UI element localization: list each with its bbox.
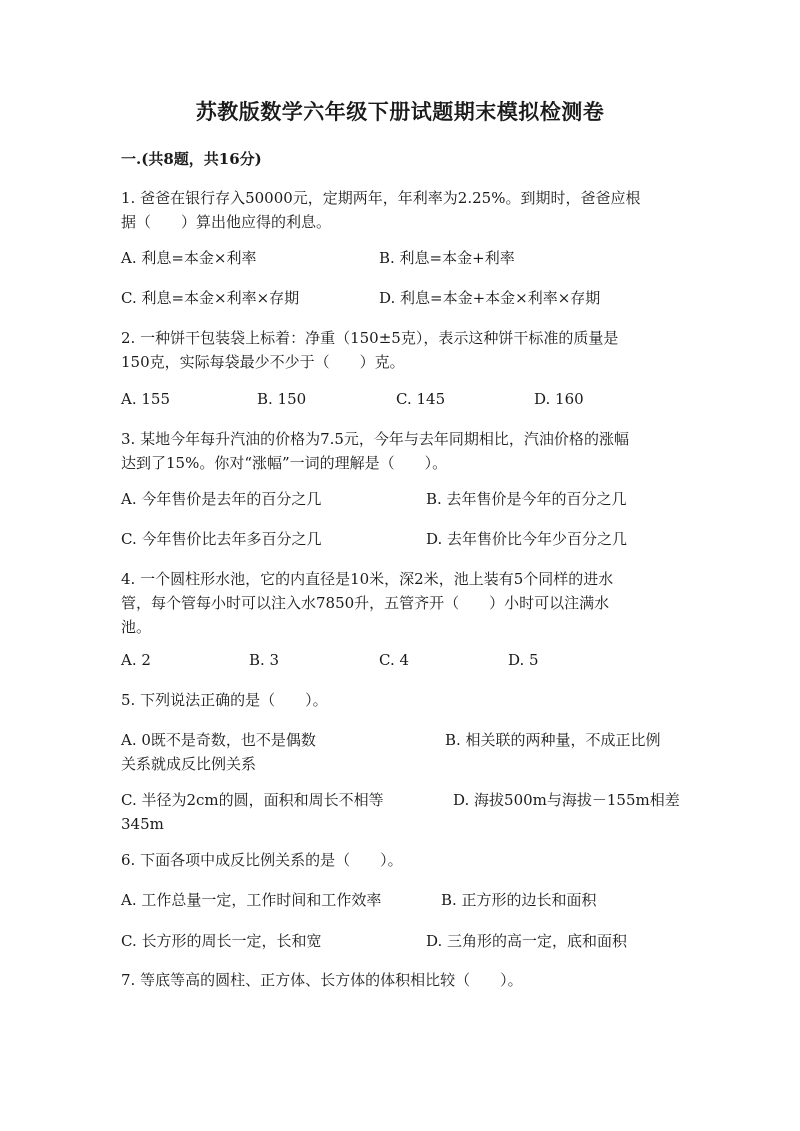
question-2-line-1: 2. 一种饼干包装袋上标着：净重（150±5克），表示这种饼干标准的质量是 [121,329,619,347]
question-4-line-1: 4. 一个圆柱形水池，它的内直径是10米，深2米，池上装有5个同样的进水 [121,570,614,588]
question-4-option-d: D. 5 [508,651,539,669]
question-5 [121,688,681,712]
question-5-option-b: B. 相关联的两种量，不成正比例 [445,731,661,749]
question-5-option-b-continued: 关系就成反比例关系 [121,755,257,773]
question-5-option-c: C. 半径为2cm的圆，面积和周长不相等 [121,791,384,809]
question-5-line-1: 5. 下列说法正确的是（ ）。 [121,691,328,709]
question-3-option-b: B. 去年售价是今年的百分之几 [426,490,627,508]
question-1-option-a: A. 利息=本金×利率 [121,249,257,267]
question-4-option-c: C. 4 [379,651,410,669]
question-7 [121,968,681,992]
question-4-option-b: B. 3 [249,651,280,669]
question-2-option-b: B. 150 [257,390,307,408]
question-5-option-d-continued: 345m [121,815,164,833]
question-3-option-d: D. 去年售价比今年少百分之几 [426,530,628,548]
page-title: 苏教版数学六年级下册试题期末模拟检测卷 [195,99,605,124]
question-7-line-1: 7. 等底等高的圆柱、正方体、长方体的体积相比较（ ）。 [121,971,523,989]
question-6-option-d: D. 三角形的高一定，底和面积 [426,932,628,950]
question-2-line-2: 150克，实际每袋最少不少于（ ）克。 [121,353,405,371]
question-6-option-b: B. 正方形的边长和面积 [441,891,597,909]
question-1-option-d: D. 利息=本金+本金×利率×存期 [379,289,601,307]
question-2-option-a: A. 155 [121,390,170,408]
question-4 [121,567,681,639]
question-4-line-2: 管，每个管每小时可以注入水7850升，五管齐开（ ）小时可以注满水 [121,594,610,612]
question-1-option-b: B. 利息=本金+利率 [379,249,515,267]
question-3-option-c: C. 今年售价比去年多百分之几 [121,530,322,548]
question-6-line-1: 6. 下面各项中成反比例关系的是（ ）。 [121,851,403,869]
question-3-line-2: 达到了15%。你对“涨幅”一词的理解是（ ）。 [121,454,448,472]
question-3-option-a: A. 今年售价是去年的百分之几 [121,490,322,508]
question-2 [121,326,681,374]
section-heading: 一.(共8题，共16分) [121,150,262,168]
question-6-option-c: C. 长方形的周长一定，长和宽 [121,932,322,950]
question-4-option-a: A. 2 [121,651,151,669]
question-1-line-2: 据（ ）算出他应得的利息。 [121,213,332,231]
question-5-option-d: D. 海拔500m与海拔－155m相差 [453,791,680,809]
question-2-option-d: D. 160 [534,390,584,408]
question-3-line-1: 3. 某地今年每升汽油的价格为7.5元，今年与去年同期相比，汽油价格的涨幅 [121,430,629,448]
question-2-option-c: C. 145 [396,390,446,408]
question-6-option-a: A. 工作总量一定，工作时间和工作效率 [121,891,382,909]
question-1 [121,186,681,234]
question-3 [121,427,681,475]
question-1-line-1: 1. 爸爸在银行存入50000元，定期两年，年利率为2.25%。到期时，爸爸应根 [121,189,641,207]
question-5-option-a: A. 0既不是奇数，也不是偶数 [121,731,316,749]
question-1-option-c: C. 利息=本金×利率×存期 [121,289,300,307]
question-6 [121,848,681,872]
question-4-line-3: 池。 [121,618,152,636]
